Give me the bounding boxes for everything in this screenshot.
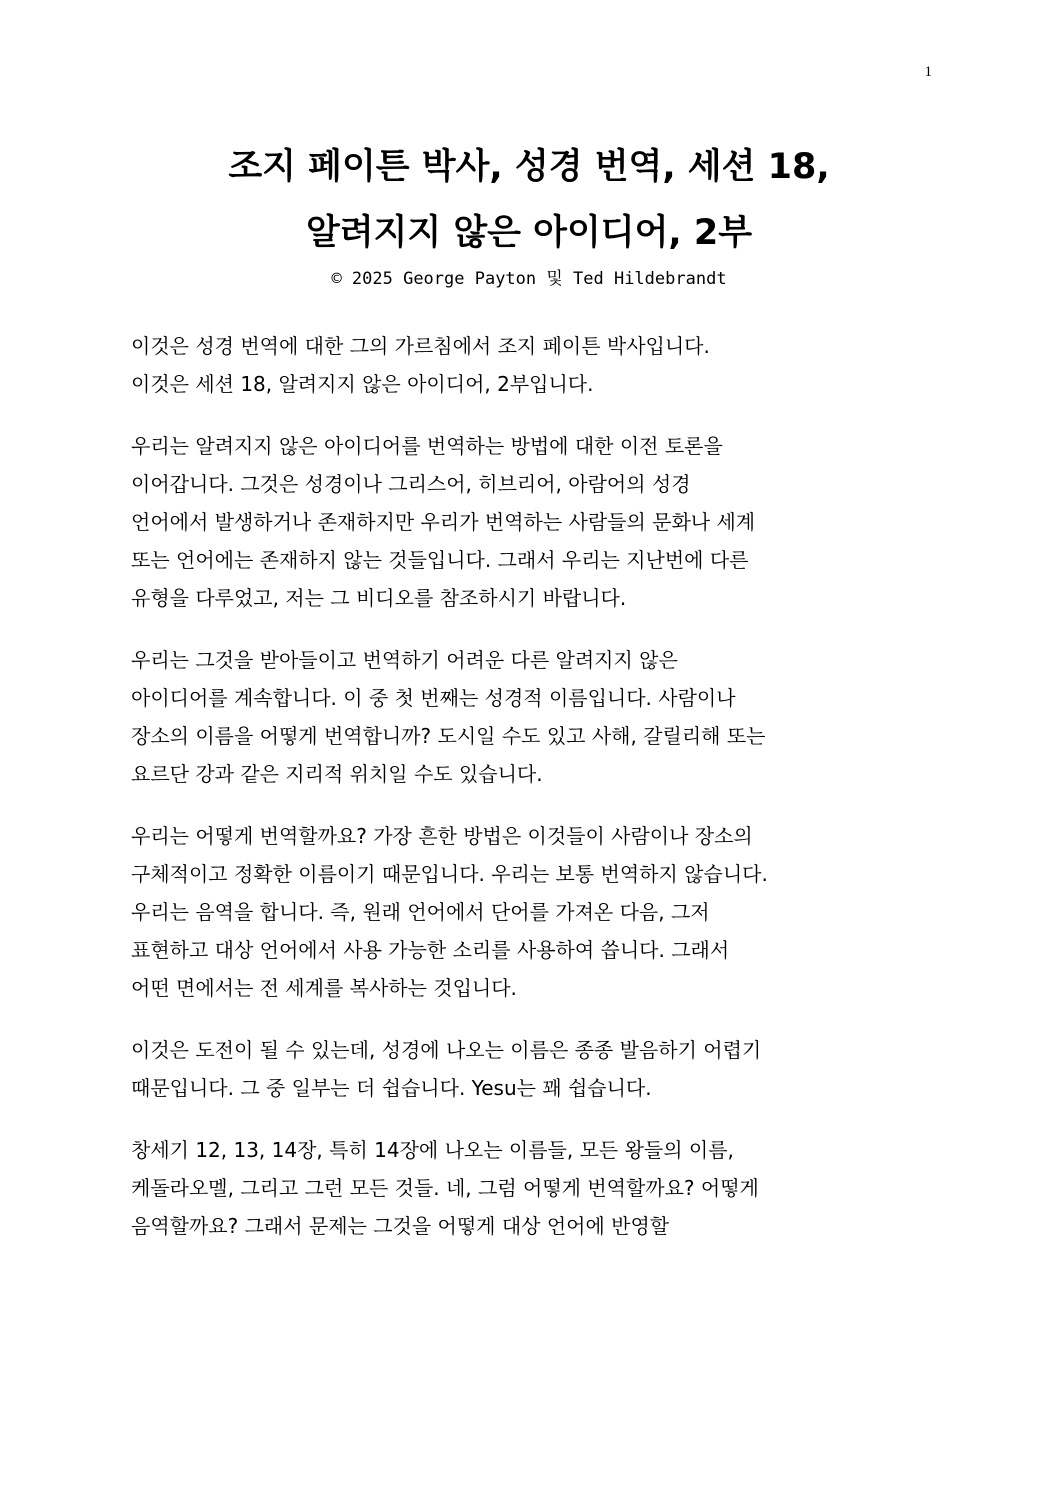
text-line: 창세기 12, 13, 14장, 특히 14장에 나오는 이름들, 모든 왕들의 이름, [131,1138,734,1162]
text-line: 언어에서 발생하거나 존재하지만 우리가 번역하는 사람들의 문화나 세계 [131,510,756,534]
paragraph-4 [131,817,941,1007]
text-line: 케돌라오멜, 그리고 그런 모든 것들. 네, 그럼 어떻게 번역할까요? 어떻게 [131,1176,759,1200]
text-line: 음역할까요? 그래서 문제는 그것을 어떻게 대상 언어에 반영할 [131,1214,670,1238]
text-line: 우리는 알려지지 않은 아이디어를 번역하는 방법에 대한 이전 토론을 [131,434,723,458]
document-body [131,327,941,1269]
page-title [100,134,958,266]
text-line: 장소의 이름을 어떻게 번역합니까? 도시일 수도 있고 사해, 갈릴리해 또는 [131,724,766,748]
text-line: 이것은 도전이 될 수 있는데, 성경에 나오는 이름은 종종 발음하기 어렵기 [131,1038,762,1062]
text-line: 아이디어를 계속합니다. 이 중 첫 번째는 성경적 이름입니다. 사람이나 [131,686,736,710]
text-line: 이것은 성경 번역에 대한 그의 가르침에서 조지 페이튼 박사입니다. [131,334,710,358]
text-line: 어떤 면에서는 전 세계를 복사하는 것입니다. [131,976,517,1000]
paragraph-6 [131,1131,941,1245]
text-line: 우리는 그것을 받아들이고 번역하기 어려운 다른 알려지지 않은 [131,648,678,672]
text-line: 때문입니다. 그 중 일부는 더 쉽습니다. Yesu는 꽤 쉽습니다. [131,1076,652,1100]
text-line: 요르단 강과 같은 지리적 위치일 수도 있습니다. [131,762,543,786]
page-number: 1 [924,64,932,80]
text-line: 이어갑니다. 그것은 성경이나 그리스어, 히브리어, 아람어의 성경 [131,472,691,496]
paragraph-2 [131,427,941,617]
title-line-2: 알려지지 않은 아이디어, 2부 [305,213,753,253]
paragraph-3 [131,641,941,793]
paragraph-5 [131,1031,941,1107]
text-line: 또는 언어에는 존재하지 않는 것들입니다. 그래서 우리는 지난번에 다른 [131,548,749,572]
text-line: 우리는 어떻게 번역할까요? 가장 흔한 방법은 이것들이 사람이나 장소의 [131,824,753,848]
title-line-1: 조지 페이튼 박사, 성경 번역, 세션 18, [228,147,830,187]
text-line: 표현하고 대상 언어에서 사용 가능한 소리를 사용하여 씁니다. 그래서 [131,938,730,962]
copyright-notice: © 2025 George Payton 및 Ted Hildebrandt [331,269,727,289]
text-line: 우리는 음역을 합니다. 즉, 원래 언어에서 단어를 가져온 다음, 그저 [131,900,710,924]
text-line: 구체적이고 정확한 이름이기 때문입니다. 우리는 보통 번역하지 않습니다. [131,862,768,886]
text-line: 유형을 다루었고, 저는 그 비디오를 참조하시기 바랍니다. [131,586,627,610]
paragraph-1 [131,327,941,403]
text-line: 이것은 세션 18, 알려지지 않은 아이디어, 2부입니다. [131,372,594,396]
